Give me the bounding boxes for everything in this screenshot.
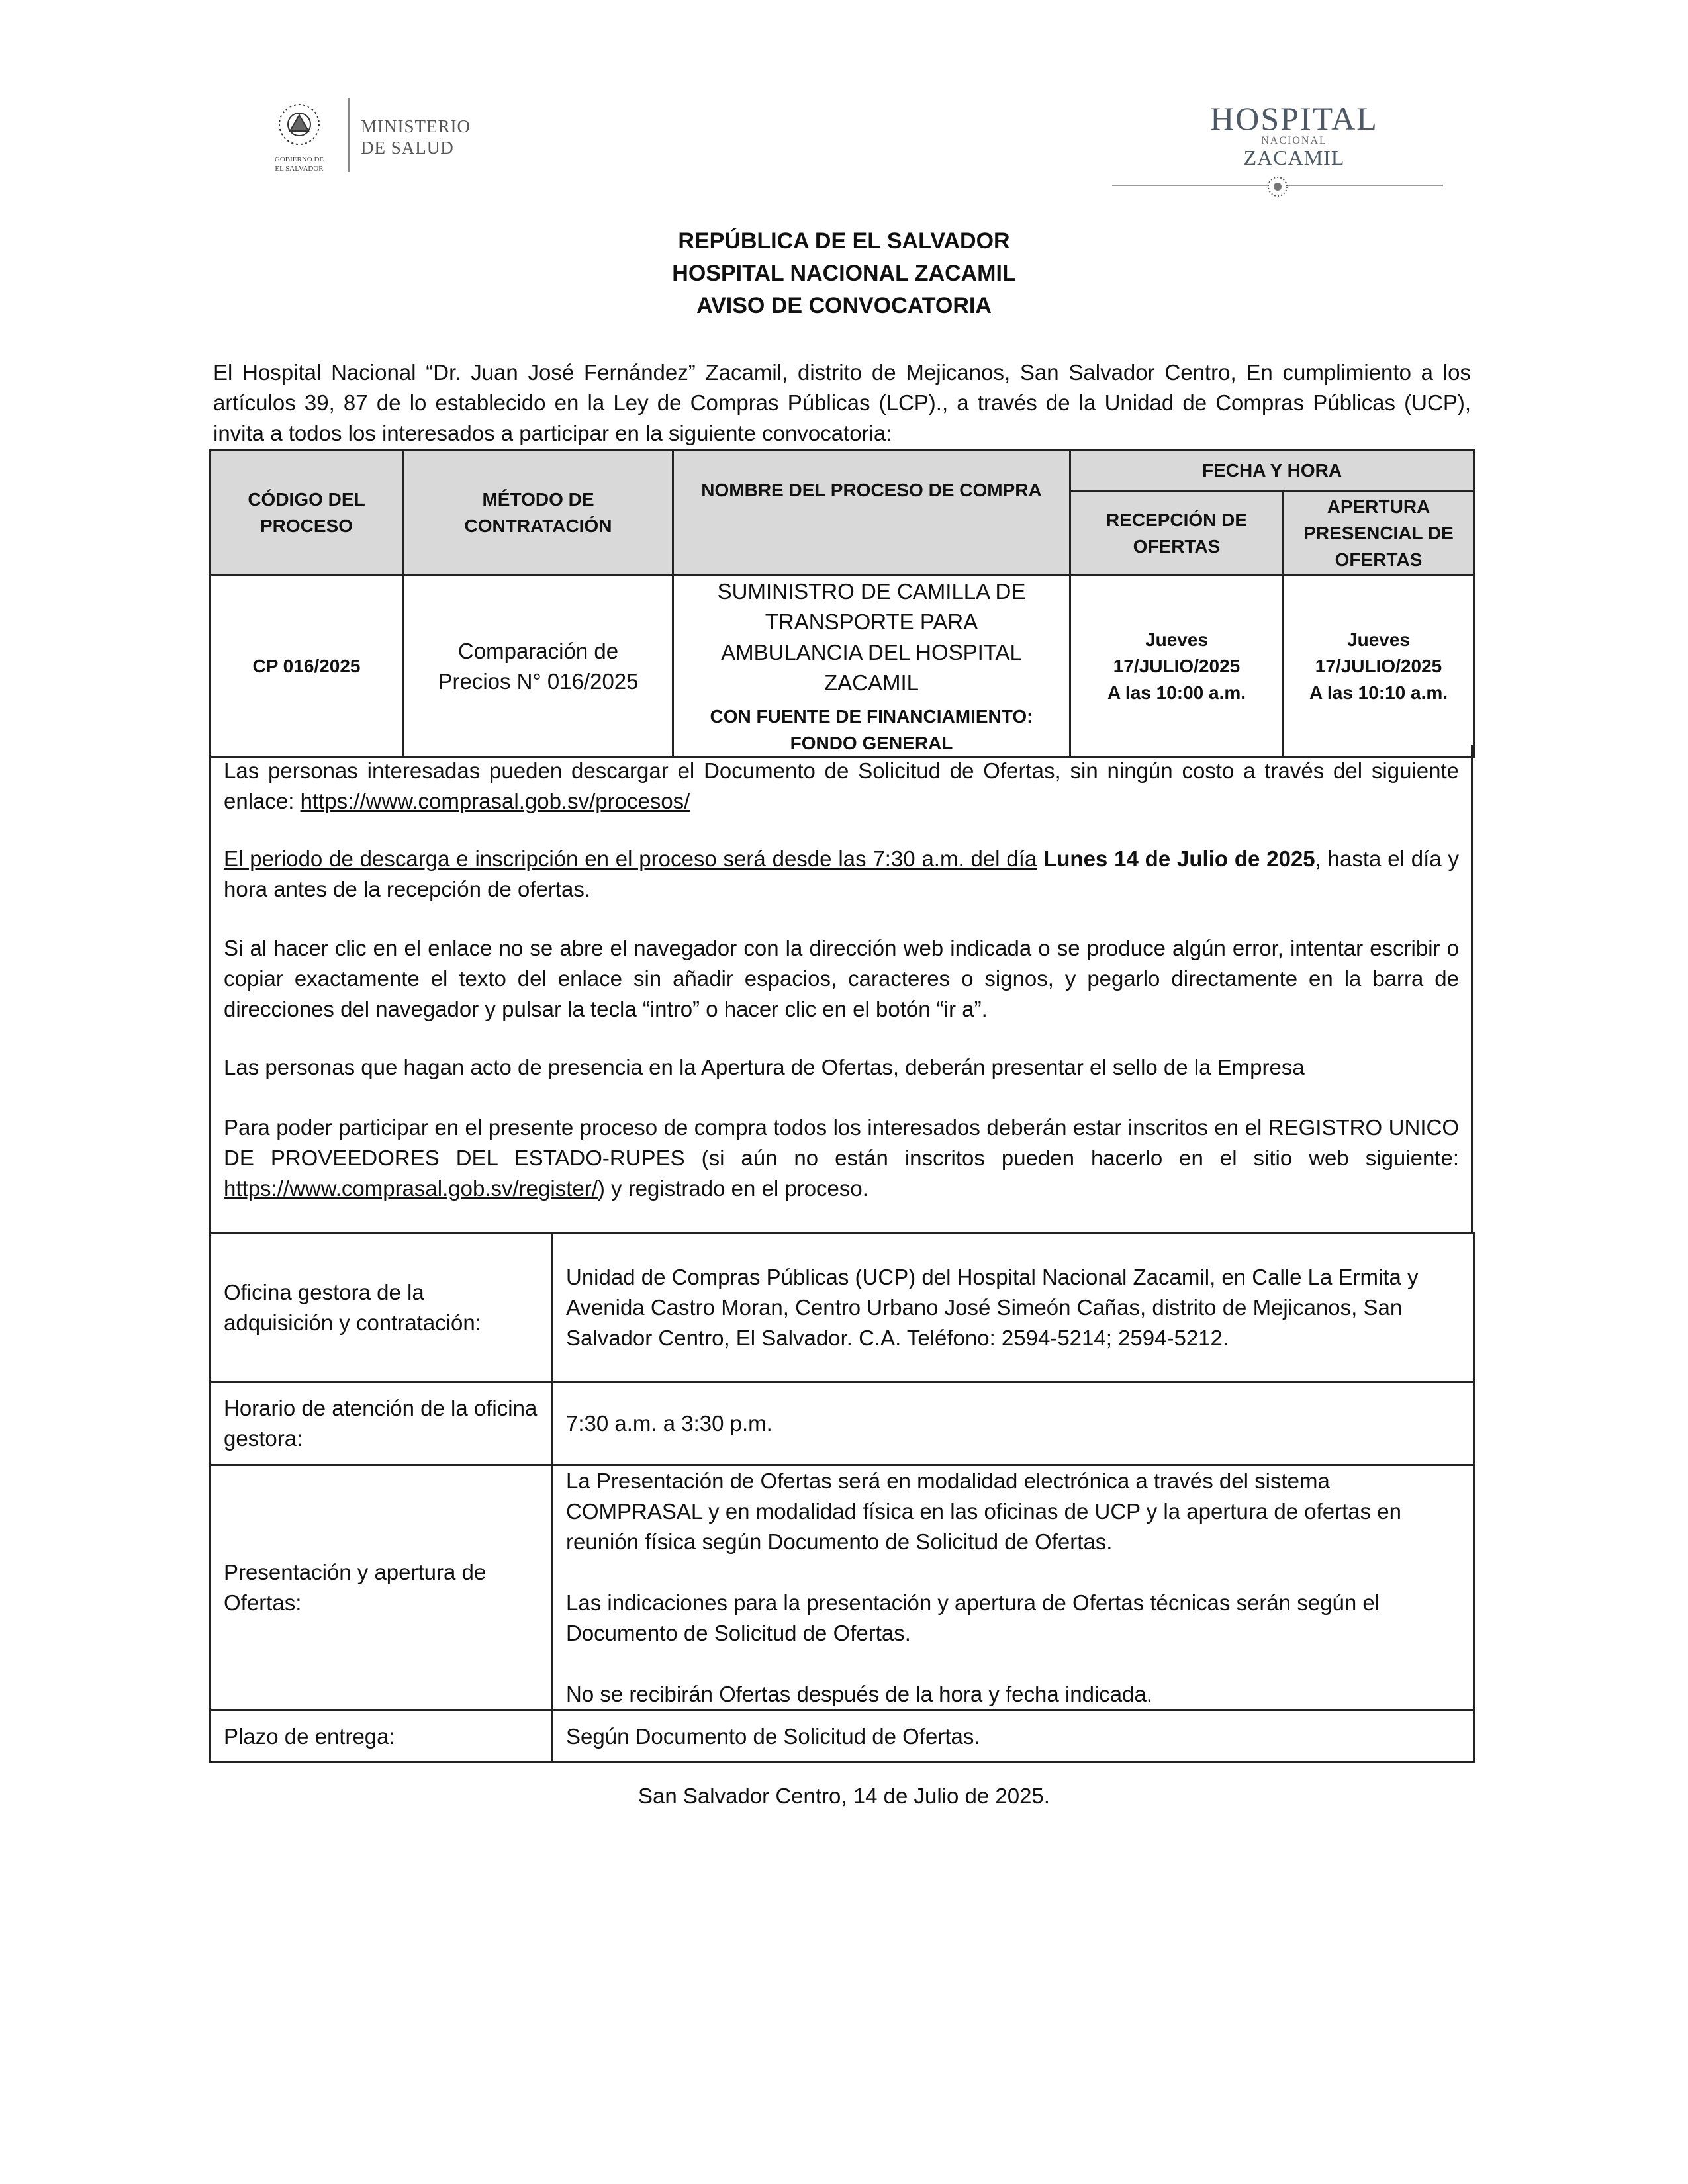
header-fecha-hora: FECHA Y HORA	[1070, 450, 1474, 491]
intro-paragraph: El Hospital Nacional “Dr. Juan José Fernández” Zacamil, distrito de Mejicanos, San Salvador Centro, En cumplimiento a los artículos 39, 87 de lo establecido en la Ley de Compras Públicas (LCP)., a través de la Unidad de Compras Públicas (UCP), invita a todos los interesados a participar en la siguiente convocatoria:	[213, 360, 1471, 445]
hospital-logo-line2: NACIONAL	[1261, 135, 1327, 146]
detail-value-oficina: Unidad de Compras Públicas (UCP) del Hospital Nacional Zacamil, en Calle La Ermita y Avenida Castro Moran, Centro Urbano José Simeón Cañas, distrito de Mejicanos, San Salvador Centro, El Salvador. C.A. Teléfono: 2594-5214; 2594-5212.	[552, 1234, 1474, 1383]
detail-label-presentacion: Presentación y apertura de Ofertas:	[210, 1465, 552, 1711]
header-metodo: MÉTODO DE CONTRATACIÓN	[404, 450, 673, 576]
detail-row-horario	[210, 1383, 1474, 1465]
header-hospital: HOSPITAL NACIONAL ZACAMIL	[672, 261, 1016, 286]
detail-value-presentacion	[552, 1465, 1474, 1711]
logo-divider	[348, 98, 350, 172]
ministry-line1: MINISTERIO	[361, 116, 471, 136]
detail-value-plazo: Según Documento de Solicitud de Ofertas.	[552, 1711, 1474, 1762]
ministry-line2: DE SALUD	[361, 138, 454, 158]
coat-of-arms-icon	[271, 93, 338, 179]
header-apertura: APERTURA PRESENCIAL DE OFERTAS	[1284, 491, 1474, 576]
hospital-zacamil-logo	[1112, 99, 1443, 205]
detail-row-plazo	[210, 1711, 1474, 1762]
footer-date: San Salvador Centro, 14 de Julio de 2025.	[638, 1784, 1050, 1808]
info-box	[209, 745, 1473, 1234]
detail-row-oficina	[210, 1234, 1474, 1383]
start-date: Lunes 14 de Julio de 2025	[1043, 846, 1315, 871]
proceso-nombre: SUMINISTRO DE CAMILLA DE TRANSPORTE PARA AMBULANCIA DEL HOSPITAL ZACAMIL	[717, 579, 1026, 695]
detail-label-oficina: Oficina gestora de la adquisición y contratación:	[210, 1234, 552, 1383]
recepcion-dia: Jueves	[1145, 629, 1208, 650]
info-paragraph-period: El periodo de descarga e inscripción en el proceso será desde las 7:30 a.m. del día Lunes 14 de Julio de 2025, hasta el día y hora antes de la recepción de ofertas.	[224, 846, 1459, 901]
cell-nombre	[673, 576, 1070, 758]
register-link[interactable]: https://www.comprasal.gob.sv/register/	[224, 1176, 598, 1201]
info-paragraph-instructions: Si al hacer clic en el enlace no se abre el navegador con la dirección web indicada o se produce algún error, intentar escribir o copiar exactamente el texto del enlace sin añadir espacios, caracteres o signos, y pegarlo directamente en la barra de direcciones del navegador y pulsar la tecla “intro” o hacer clic en el botón “ir a”.	[224, 936, 1459, 1021]
procesos-link[interactable]: https://www.comprasal.gob.sv/procesos/	[300, 789, 690, 813]
hospital-emblem-icon	[1112, 172, 1443, 205]
fuente-financiamiento: CON FUENTE DE FINANCIAMIENTO: FONDO GENERAL	[710, 706, 1033, 753]
info-paragraph-download: Las personas interesadas pueden descargar el Documento de Solicitud de Ofertas, sin ningún costo a través del siguiente enlace: https://www.comprasal.gob.sv/procesos/	[224, 758, 1459, 813]
hospital-logo-line3: ZACAMIL	[1243, 146, 1345, 169]
cell-apertura	[1284, 576, 1474, 758]
recepcion-hora: A las 10:00 a.m.	[1107, 682, 1246, 703]
apertura-dia: Jueves	[1347, 629, 1410, 650]
presentacion-p1: La Presentación de Ofertas será en modalidad electrónica a través del sistema COMPRASAL y en modalidad física en las oficinas de UCP y la apertura de ofertas en reunión física según Documento de Solicitud de Ofertas.	[566, 1469, 1401, 1554]
detail-value-horario: 7:30 a.m. a 3:30 p.m.	[552, 1383, 1474, 1465]
detail-row-presentacion	[210, 1465, 1474, 1711]
ministerio-de-salud-logo	[271, 93, 496, 179]
info-paragraph-rupes: Para poder participar en el presente proceso de compra todos los interesados deberán estar inscritos en el REGISTRO UNICO DE PROVEEDORES DEL ESTADO-RUPES (si aún no están inscritos pueden hacerlo en el sitio web siguiente: https://www.comprasal.gob.sv/register/) y registrado en el proceso.	[224, 1115, 1459, 1201]
gov-text-2: EL SALVADOR	[275, 165, 324, 173]
convocatoria-table	[209, 449, 1475, 758]
cell-metodo: Comparación de Precios N° 016/2025	[404, 576, 673, 758]
apertura-fecha: 17/JULIO/2025	[1315, 656, 1442, 676]
header-title: AVISO DE CONVOCATORIA	[696, 293, 992, 318]
detail-label-plazo: Plazo de entrega:	[210, 1711, 552, 1762]
cell-codigo: CP 016/2025	[210, 576, 404, 758]
header-country: REPÚBLICA DE EL SALVADOR	[678, 228, 1010, 253]
cell-recepcion	[1070, 576, 1284, 758]
header-codigo: CÓDIGO DEL PROCESO	[210, 450, 404, 576]
header-nombre: NOMBRE DEL PROCESO DE COMPRA	[673, 450, 1070, 576]
detail-label-horario: Horario de atención de la oficina gestora:	[210, 1383, 552, 1465]
presentacion-p3: No se recibirán Ofertas después de la hora y fecha indicada.	[566, 1682, 1153, 1706]
gov-text-1: GOBIERNO DE	[274, 156, 324, 163]
info-paragraph-sello: Las personas que hagan acto de presencia en la Apertura de Ofertas, deberán presentar el sello de la Empresa	[224, 1055, 1305, 1079]
hospital-logo-line1: HOSPITAL	[1210, 100, 1378, 137]
details-table	[209, 1232, 1475, 1763]
presentacion-p2: Las indicaciones para la presentación y apertura de Ofertas técnicas serán según el Documento de Solicitud de Ofertas.	[566, 1590, 1380, 1645]
apertura-hora: A las 10:10 a.m.	[1309, 682, 1448, 703]
recepcion-fecha: 17/JULIO/2025	[1113, 656, 1241, 676]
header-recepcion: RECEPCIÓN DE OFERTAS	[1070, 491, 1284, 576]
